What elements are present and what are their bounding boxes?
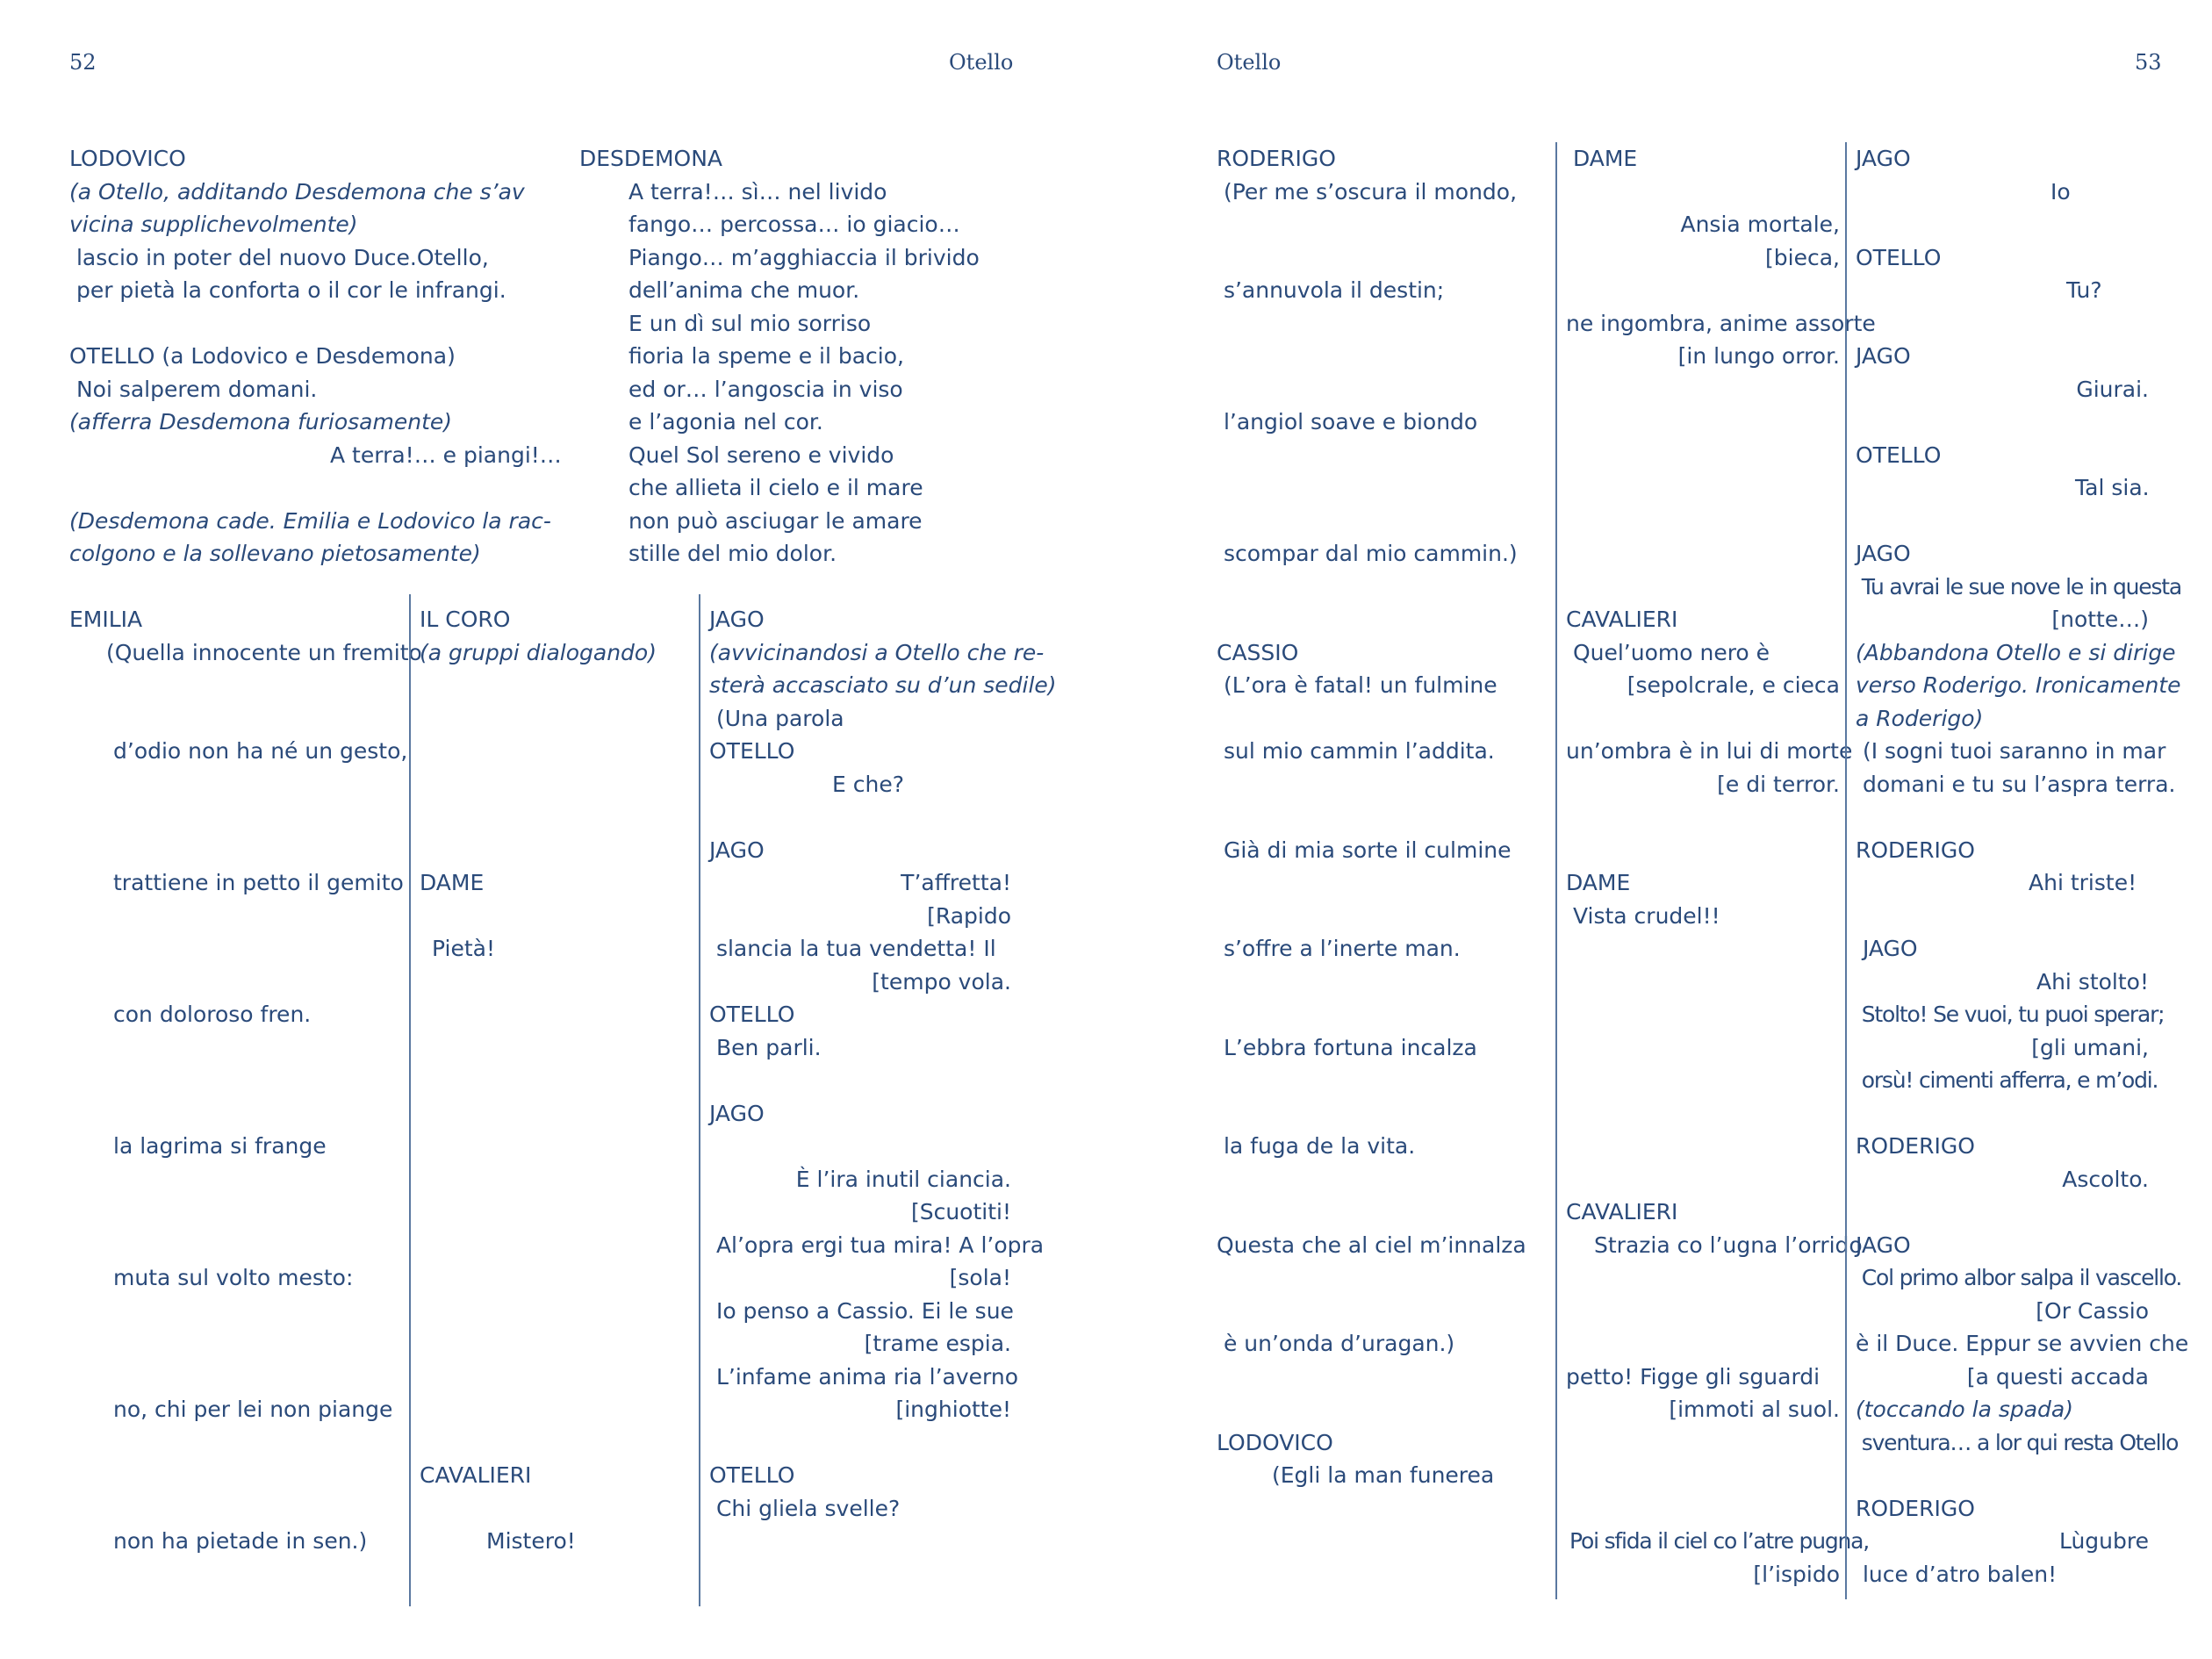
blank-line	[1217, 801, 1559, 834]
blank-line	[1217, 439, 1559, 472]
speaker-name: CAVALIERI	[1566, 1199, 1678, 1224]
blank-line	[69, 1229, 403, 1262]
verse-line: Lùgubre	[2058, 1528, 2149, 1554]
verse-line: la fuga de la vita.	[1217, 1133, 1416, 1159]
speaker-name: RODERIGO	[1856, 1495, 1975, 1521]
verse-line: è un’onda d’uragan.)	[1217, 1331, 1455, 1356]
stage-direction: (Desdemona cade. Emilia e Lodovico la rac-	[69, 507, 551, 534]
verse-line: [sepolcrale, e cieca	[1627, 672, 1840, 698]
blank-line	[1856, 900, 2149, 933]
coro-column	[409, 594, 690, 1606]
blank-line	[420, 1361, 690, 1394]
running-title: Otello	[949, 50, 1014, 75]
verse-line: [tempo vola.	[872, 968, 1011, 995]
blank-line	[1217, 307, 1559, 341]
stage-direction: (toccando la spada)	[1856, 1397, 2073, 1422]
verse-line: l’angiol soave e biondo	[1217, 409, 1478, 434]
blank-line	[420, 1229, 690, 1262]
blank-line	[420, 966, 690, 999]
verse-line: Già di mia sorte il culmine	[1217, 837, 1512, 863]
verse-line: Quel Sol sereno e vivido	[628, 442, 894, 468]
verse-line: Ansia mortale,	[1680, 212, 1840, 237]
verse-line: con doloroso fren.	[113, 1002, 312, 1027]
stage-direction: vicina supplichevolmente)	[69, 212, 358, 237]
verse-line: Ascolto.	[2062, 1166, 2149, 1192]
verse-line: [notte…)	[2051, 607, 2149, 632]
blank-line	[1566, 1261, 1840, 1295]
verse-line: (Una parola	[709, 705, 844, 731]
blank-line	[1566, 571, 1840, 604]
speaker-name: JAGO	[709, 607, 765, 632]
speaker-name: LODOVICO	[1217, 1429, 1333, 1455]
blank-line	[69, 669, 403, 702]
verse-line: dell’anima che muor.	[628, 277, 860, 303]
blank-line	[69, 1097, 403, 1131]
speaker-name: DAME	[1566, 870, 1631, 895]
blank-line	[1856, 1097, 2149, 1131]
blank-line	[69, 1459, 403, 1492]
blank-line	[709, 1064, 1011, 1097]
blank-line	[1217, 1196, 1559, 1229]
blank-line	[1566, 1064, 1840, 1097]
speaker-name: CAVALIERI	[1566, 607, 1678, 632]
speaker-name: IL CORO	[420, 607, 511, 632]
verse-line: [in lungo orror.	[1677, 343, 1840, 369]
blank-line	[1217, 1261, 1559, 1295]
verse-line: luce d’atro balen!	[1856, 1561, 2058, 1587]
verse-line: Tu?	[2066, 277, 2102, 303]
blank-line	[420, 1163, 690, 1196]
verse-line: [sola!	[949, 1265, 1011, 1290]
blank-line	[1217, 966, 1559, 999]
verse-line: no, chi per lei non piange	[113, 1397, 393, 1422]
blank-line	[1217, 702, 1559, 736]
blank-line	[1217, 1163, 1559, 1196]
blank-line	[69, 1492, 403, 1526]
speaker-name: JAGO	[1856, 1232, 1911, 1258]
speaker-name: RODERIGO	[1217, 146, 1336, 171]
stage-direction: colgono e la sollevano pietosamente)	[69, 541, 481, 566]
blank-line	[420, 801, 690, 834]
stage-direction: sterà accasciato su d’un sedile)	[709, 672, 1057, 698]
speaker-name: DAME	[1566, 146, 1638, 171]
verse-line: E un dì sul mio sorriso	[628, 310, 872, 336]
speaker-name: JAGO	[1856, 541, 1911, 566]
verse-line: sventura… a lor qui resta Otello	[1856, 1429, 2179, 1455]
verse-line: slancia la tua vendetta! Il	[709, 936, 996, 961]
blank-line	[1566, 505, 1840, 538]
blank-line	[1566, 966, 1840, 999]
desdemona-column	[579, 142, 1036, 571]
verse-line: petto! Figge gli sguardi	[1566, 1363, 1821, 1390]
verse-line: muta sul volto mesto:	[113, 1265, 354, 1290]
blank-line	[69, 1196, 403, 1229]
blank-line	[420, 669, 690, 702]
blank-line	[420, 1031, 690, 1065]
verse-line: (I sogni tuoi saranno in mar	[1856, 738, 2166, 764]
blank-line	[69, 307, 561, 341]
verse-line: [e di terror.	[1717, 771, 1840, 797]
stage-direction: verso Roderigo. Ironicamente	[1856, 672, 2181, 698]
verse-line: per pietà la conforta o il cor le infrangi.	[69, 277, 506, 303]
jago-column	[699, 594, 1057, 1606]
verse-line: Al’opra ergi tua mira! A l’opra	[709, 1232, 1045, 1258]
speaker-name: OTELLO (a Lodovico e Desdemona)	[69, 343, 456, 369]
verse-line: [Or Cassio	[2036, 1297, 2149, 1324]
verse-line: [gli umani,	[2031, 1034, 2149, 1060]
blank-line	[1566, 1163, 1840, 1196]
roderigo-cassio-column	[1217, 142, 1559, 1492]
blank-line	[709, 1130, 1011, 1163]
page-number: 52	[69, 50, 97, 75]
verse-line: È l’ira inutil ciancia.	[795, 1166, 1011, 1192]
speaker-name: JAGO	[1856, 936, 1918, 961]
verse-line: Poi sfida il ciel co l’atre pugna,	[1569, 1528, 1870, 1554]
blank-line	[420, 900, 690, 933]
verse-line: [trame espia.	[864, 1331, 1011, 1356]
verse-line: stille del mio dolor.	[628, 541, 837, 566]
verse-line: domani e tu su l’aspra terra.	[1856, 771, 2176, 797]
blank-line	[1566, 1426, 1840, 1460]
blank-line	[69, 768, 403, 801]
verse-line: [l’ispido	[1753, 1561, 1840, 1587]
blank-line	[1566, 176, 1840, 209]
speaker-name: DAME	[420, 870, 485, 895]
blank-line	[420, 1261, 690, 1295]
blank-line	[69, 932, 403, 966]
blank-line	[69, 1361, 403, 1394]
blank-line	[420, 1196, 690, 1229]
speaker-name: JAGO	[709, 1100, 765, 1126]
blank-line	[420, 1295, 690, 1328]
verse-line: non ha pietade in sen.)	[113, 1528, 368, 1554]
verse-line: ne ingombra, anime assorte	[1566, 310, 1876, 336]
stage-direction: (avvicinandosi a Otello che re-	[709, 639, 1045, 665]
verse-line: Vista crudel!!	[1566, 902, 1720, 929]
verse-line: T’affretta!	[901, 870, 1011, 895]
verse-line: [immoti al suol.	[1669, 1397, 1840, 1422]
blank-line	[1566, 537, 1840, 571]
blank-line	[1217, 866, 1559, 900]
dame-cavalieri-column	[1555, 142, 1876, 1599]
blank-line	[1566, 1031, 1840, 1065]
verse-line: Quel’uomo nero è	[1566, 639, 1770, 665]
blank-line	[1856, 801, 2149, 834]
verse-line: Ahi stolto!	[2036, 968, 2149, 995]
verse-line: s’annuvola il destin;	[1217, 277, 1445, 303]
blank-line	[1856, 208, 2149, 241]
blank-line	[1217, 998, 1559, 1031]
speaker-name: CASSIO	[1217, 639, 1299, 665]
verse-line: Giurai.	[2076, 376, 2149, 402]
verse-line: d’odio non ha né un gesto,	[113, 738, 408, 764]
blank-line	[69, 1295, 403, 1328]
verse-line: Ahi triste!	[2029, 870, 2137, 895]
verse-line: (Egli la man funerea	[1272, 1462, 1495, 1488]
blank-line	[1217, 571, 1559, 604]
blank-line	[1566, 274, 1840, 307]
verse-line: L’infame anima ria l’averno	[709, 1363, 1019, 1390]
verse-line: scompar dal mio cammin.)	[1217, 541, 1518, 566]
speaker-name: RODERIGO	[1856, 837, 1975, 863]
blank-line	[1566, 702, 1840, 736]
speaker-name: EMILIA	[69, 607, 143, 632]
blank-line	[69, 900, 403, 933]
verse-line: che allieta il cielo e il mare	[628, 475, 923, 500]
verse-line: A terra!… e piangi!…	[330, 442, 562, 468]
blank-line	[1566, 932, 1840, 966]
blank-line	[1217, 505, 1559, 538]
blank-line	[1217, 768, 1559, 801]
blank-line	[709, 801, 1011, 834]
speaker-name: OTELLO	[1856, 244, 1942, 270]
verse-line: Tal sia.	[2075, 475, 2150, 500]
blank-line	[1566, 373, 1840, 406]
stage-direction: (a gruppi dialogando)	[420, 639, 657, 665]
blank-line	[420, 1492, 690, 1526]
speaker-name: OTELLO	[709, 738, 795, 764]
verse-line: Pietà!	[432, 936, 495, 961]
blank-line	[1217, 603, 1559, 636]
speaker-name: JAGO	[1856, 343, 1911, 369]
blank-line	[420, 1097, 690, 1131]
blank-line	[1566, 834, 1840, 867]
blank-line	[1856, 1196, 2149, 1229]
verse-line: Ben parli.	[709, 1034, 822, 1060]
verse-line: Noi salperem domani.	[69, 376, 318, 402]
blank-line	[1217, 1295, 1559, 1328]
blank-line	[1566, 1130, 1840, 1163]
verse-line: (Quella innocente un fremito	[106, 639, 422, 665]
speaker-name: CAVALIERI	[420, 1462, 532, 1488]
stage-direction: (a Otello, additando Desdemona che s’av	[69, 178, 525, 205]
blank-line	[1217, 1393, 1559, 1426]
verse-line: trattiene in petto il gemito	[113, 870, 404, 895]
blank-line	[69, 966, 403, 999]
verse-line: [bieca,	[1765, 244, 1840, 270]
blank-line	[69, 1163, 403, 1196]
verse-line: non può asciugar le amare	[628, 507, 923, 534]
blank-line	[1217, 1097, 1559, 1131]
blank-line	[1217, 241, 1559, 275]
verse-line: Tu avrai le sue nove le in questa	[1856, 573, 2182, 600]
verse-line: un’ombra è in lui di morte	[1566, 738, 1853, 764]
speaker-name: OTELLO	[709, 1002, 795, 1027]
verse-line: L’ebbra fortuna incalza	[1217, 1034, 1477, 1060]
blank-line	[420, 702, 690, 736]
blank-line	[1856, 307, 2149, 341]
blank-line	[420, 1426, 690, 1460]
blank-line	[1856, 505, 2149, 538]
blank-line	[69, 471, 561, 505]
blank-line	[1217, 208, 1559, 241]
blank-line	[69, 1031, 403, 1065]
verse-line: e l’agonia nel cor.	[628, 409, 823, 434]
verse-line: [a questi accada	[1966, 1363, 2149, 1390]
verse-line: Piango… m’agghiaccia il brivido	[628, 244, 980, 270]
emilia-column	[69, 603, 422, 1558]
blank-line	[1217, 373, 1559, 406]
blank-line	[420, 998, 690, 1031]
verse-line: Io penso a Cassio. Ei le sue	[709, 1297, 1014, 1324]
verse-line: Strazia co l’ugna l’orrido	[1594, 1232, 1863, 1258]
blank-line	[420, 735, 690, 768]
verse-line: (Per me s’oscura il mondo,	[1217, 178, 1518, 205]
blank-line	[1566, 1097, 1840, 1131]
stage-direction: (afferra Desdemona furiosamente)	[69, 409, 453, 434]
lodovico-column	[69, 142, 561, 571]
verse-line: A terra!… sì… nel livido	[628, 178, 887, 205]
blank-line	[69, 801, 403, 834]
blank-line	[420, 1327, 690, 1361]
blank-line	[1217, 900, 1559, 933]
verse-line: ed or… l’angoscia in viso	[628, 376, 903, 402]
blank-line	[420, 768, 690, 801]
verse-line: [Scuotiti!	[910, 1199, 1011, 1224]
verse-line: fango… percossa… io giacio…	[628, 212, 960, 237]
verse-line: Io	[2050, 178, 2071, 205]
blank-line	[69, 702, 403, 736]
stage-direction: a Roderigo)	[1856, 705, 1984, 731]
verse-line: fioria la speme e il bacio,	[628, 343, 904, 369]
page-number: 53	[2135, 50, 2162, 75]
verse-line: orsù! cimenti afferra, e m’odi.	[1856, 1067, 2158, 1093]
blank-line	[1566, 439, 1840, 472]
verse-line: Mistero!	[486, 1528, 576, 1554]
blank-line	[420, 1064, 690, 1097]
verse-line: Questa che al ciel m’innalza	[1217, 1232, 1526, 1258]
blank-line	[69, 834, 403, 867]
verse-line: [inghiotte!	[895, 1397, 1011, 1422]
blank-line	[1566, 471, 1840, 505]
blank-line	[1566, 406, 1840, 439]
blank-line	[1566, 1327, 1840, 1361]
speaker-name: OTELLO	[709, 1462, 795, 1488]
verse-line: Stolto! Se vuoi, tu puoi sperar;	[1856, 1002, 2165, 1027]
speaker-name: OTELLO	[1856, 442, 1942, 468]
stage-direction: (Abbandona Otello e si dirige	[1856, 639, 2176, 665]
blank-line	[1566, 1459, 1840, 1492]
blank-line	[420, 834, 690, 867]
verse-line: lascio in poter del nuovo Duce.Otello,	[69, 244, 489, 270]
verse-line: sul mio cammin l’addita.	[1217, 738, 1495, 764]
speaker-name: JAGO	[1856, 146, 1911, 171]
running-title: Otello	[1217, 50, 1282, 75]
verse-line: Col primo albor salpa il vascello.	[1856, 1265, 2182, 1290]
blank-line	[1566, 998, 1840, 1031]
blank-line	[1856, 1459, 2149, 1492]
right-page	[1106, 0, 2212, 1659]
verse-line: [Rapido	[927, 902, 1011, 929]
verse-line: la lagrima si frange	[113, 1133, 327, 1159]
blank-line	[1217, 1361, 1559, 1394]
blank-line	[1217, 1064, 1559, 1097]
speaker-name: LODOVICO	[69, 146, 186, 171]
verse-line: è il Duce. Eppur se avvien che	[1856, 1331, 2189, 1356]
blank-line	[420, 1393, 690, 1426]
speaker-name: RODERIGO	[1856, 1133, 1975, 1159]
verse-line: E che?	[832, 771, 904, 797]
blank-line	[69, 1426, 403, 1460]
blank-line	[69, 1064, 403, 1097]
blank-line	[1217, 340, 1559, 373]
jago-otello-roderigo-column	[1845, 142, 2189, 1599]
verse-line: s’offre a l’inerte man.	[1217, 936, 1461, 961]
blank-line	[1566, 1492, 1840, 1526]
blank-line	[709, 1426, 1011, 1460]
blank-line	[1856, 406, 2149, 439]
speaker-name: JAGO	[709, 837, 765, 863]
blank-line	[1217, 471, 1559, 505]
blank-line	[69, 1327, 403, 1361]
verse-line: (L’ora è fatal! un fulmine	[1217, 672, 1497, 698]
speaker-name: DESDEMONA	[579, 146, 723, 171]
blank-line	[1566, 801, 1840, 834]
verse-line: Chi gliela svelle?	[709, 1495, 901, 1521]
blank-line	[420, 1130, 690, 1163]
blank-line	[1566, 1295, 1840, 1328]
